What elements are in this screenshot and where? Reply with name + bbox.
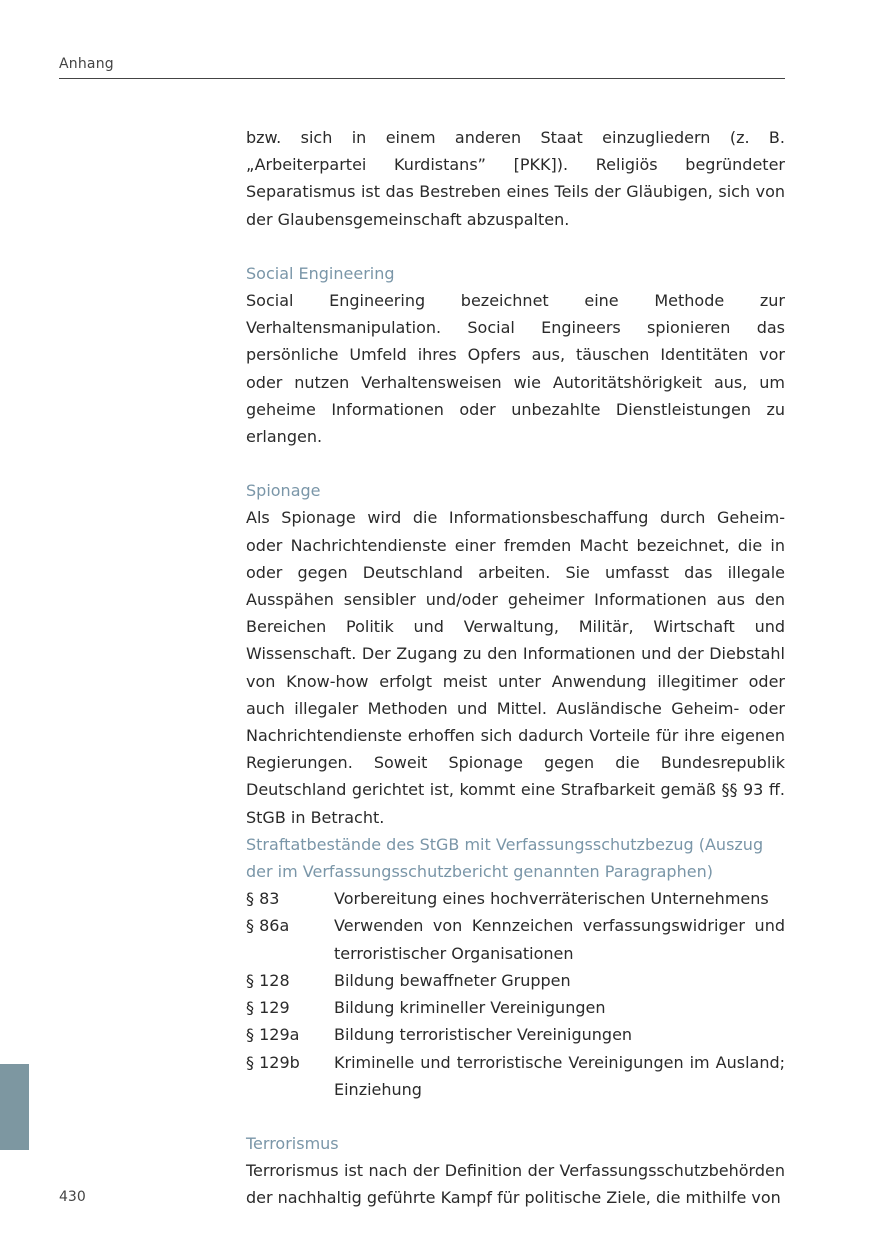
law-section-number: § 129a <box>246 1025 300 1045</box>
definition-social-engineering: Social Engineering bezeichnet eine Methode zur Verhaltensmanipulation. Social Engineers spionieren das persönliche Umfeld ihres Opfers aus, täuschen Identitäten vor oder nutzen Verhaltensweisen wie Autoritätshörigkeit aus, um geheime Informationen oder unbezahlte Dienstleistungen zu erlangen. <box>246 291 785 447</box>
definition-spionage: Als Spionage wird die Informationsbeschaffung durch Geheim- oder Nachrichtendienste einer fremden Macht bezeichnet, die in oder gegen Deutschland arbeiten. Sie umfasst das illegale Ausspähen sensibler und/oder geheimer Informationen aus den Bereichen Politik und Verwaltung, Militär, Wirtschaft und Wissenschaft. Der Zugang zu den Informationen und der Diebstahl von Know-how erfolgt meist unter Anwendung illegitimer oder auch illegaler Methoden und Mittel. Ausländische Geheim- oder Nachrichtendienste erhoffen sich dadurch Vorteile für ihre eigenen Regierungen. Soweit Spionage gegen die Bundesrepublik Deutschland gerichtet ist, kommt eine Strafbarkeit gemäß §§ 93 ff. StGB in Betracht. <box>246 508 785 827</box>
law-item <box>246 967 785 994</box>
law-section-number: § 129b <box>246 1052 300 1072</box>
law-title: Verwenden von Kennzeichen verfassungswidriger und terroristischer Organisationen <box>334 916 785 963</box>
law-section-number: § 83 <box>246 889 280 909</box>
law-list-heading: Straftatbestände des StGB mit Verfassungsschutzbezug (Auszug der im Verfassungsschutzbericht genannten Paragraphen) <box>246 834 764 882</box>
law-item <box>246 994 785 1021</box>
law-section-number: § 128 <box>246 970 290 990</box>
term-spionage: Spionage <box>246 481 321 501</box>
law-section-number: § 129 <box>246 998 290 1018</box>
law-section-number: § 86a <box>246 916 290 936</box>
intro-paragraph: bzw. sich in einem anderen Staat einzugliedern (z. B. „Arbeiterpartei Kurdistans” [PKK]). Religiös begründeter Separatismus ist das Bestreben eines Teils der Gläubigen, sich von der Glaubensgemeinschaft abzuspalten. <box>246 128 785 229</box>
law-title: Vorbereitung eines hochverräterischen Unternehmens <box>334 889 769 909</box>
spacer <box>246 1103 785 1130</box>
law-title: Bildung krimineller Vereinigungen <box>334 998 606 1018</box>
definition-terrorismus: Terrorismus ist nach der Definition der Verfassungsschutzbehörden der nachhaltig geführte Kampf für politische Ziele, die mithilfe von <box>246 1161 785 1208</box>
law-title: Bildung terroristischer Vereinigungen <box>334 1025 633 1045</box>
law-item <box>246 1049 785 1103</box>
law-item <box>246 885 785 912</box>
page-body <box>246 124 785 1212</box>
chapter-side-tab <box>0 1064 29 1150</box>
law-item <box>246 1021 785 1048</box>
law-item <box>246 912 785 966</box>
law-title: Bildung bewaffneter Gruppen <box>334 970 571 990</box>
spacer <box>246 233 785 260</box>
term-terrorismus: Terrorismus <box>246 1133 339 1153</box>
page-number: 430 <box>59 1189 86 1205</box>
spacer <box>246 450 785 477</box>
law-list <box>246 885 785 1103</box>
header-rule <box>59 78 785 79</box>
term-social-engineering: Social Engineering <box>246 263 395 283</box>
law-title: Kriminelle und terroristische Vereinigungen im Ausland; Einziehung <box>334 1052 785 1099</box>
running-header: Anhang <box>59 56 114 72</box>
